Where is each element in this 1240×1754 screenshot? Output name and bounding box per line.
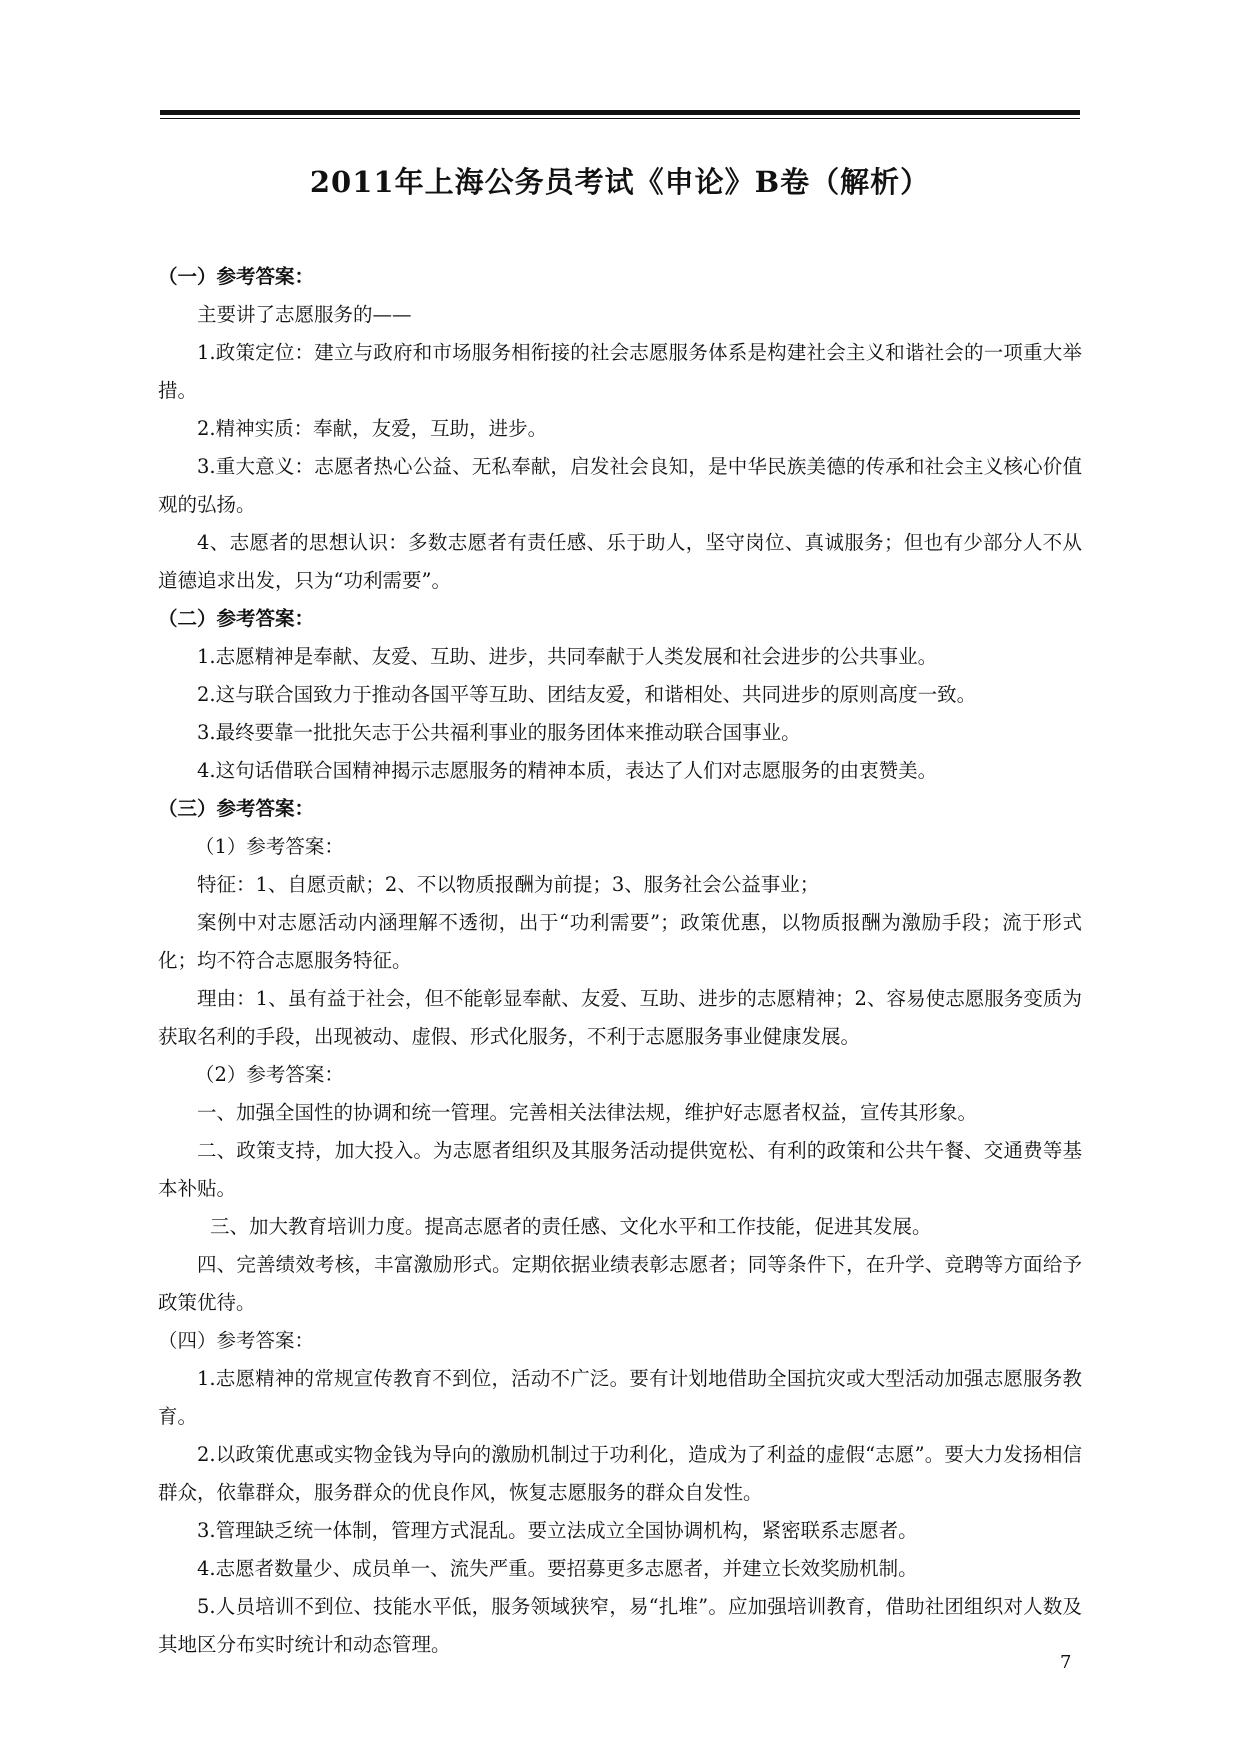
sub-heading: （1）参考答案： (195, 835, 344, 858)
paragraph: 3.最终要靠一批批矢志于公共福利事业的服务团体来推动联合国事业。 (197, 721, 801, 744)
header-rule-thin (160, 118, 1080, 119)
paragraph: 三、加大教育培训力度。提高志愿者的责任感、文化水平和工作技能，促进其发展。 (210, 1215, 932, 1238)
paragraph: 2.精神实质：奉献，友爱，互助，进步。 (197, 417, 548, 440)
paragraph: 特征：1、自愿贡献；2、不以物质报酬为前提；3、服务社会公益事业； (197, 873, 820, 896)
paragraph: 1.政策定位：建立与政府和市场服务相衔接的社会志愿服务体系是构建社会主义和谐社会的一项重大举措。 (158, 341, 1082, 402)
paragraph: 1.志愿精神是奉献、友爱、互助、进步，共同奉献于人类发展和社会进步的公共事业。 (197, 645, 938, 668)
paragraph: 4.这句话借联合国精神揭示志愿服务的精神本质，表达了人们对志愿服务的由衷赞美。 (197, 759, 938, 782)
paragraph: 主要讲了志愿服务的—— (197, 303, 412, 326)
document-body (158, 258, 1082, 1664)
sub-heading: （2）参考答案： (195, 1063, 344, 1086)
paragraph: 案例中对志愿活动内涵理解不透彻，出于“功利需要”；政策优惠，以物质报酬为激励手段；流于形式化；均不符合志愿服务特征。 (158, 911, 1082, 972)
paragraph: 2.以政策优惠或实物金钱为导向的激励机制过于功利化，造成为了利益的虚假“志愿”。要大力发扬相信群众，依靠群众，服务群众的优良作风，恢复志愿服务的群众自发性。 (158, 1443, 1082, 1504)
paragraph: 四、完善绩效考核，丰富激励形式。定期依据业绩表彰志愿者；同等条件下，在升学、竞聘等方面给予政策优待。 (158, 1253, 1082, 1314)
paragraph: 3.重大意义：志愿者热心公益、无私奉献，启发社会良知，是中华民族美德的传承和社会主义核心价值观的弘扬。 (158, 455, 1082, 516)
paragraph: 理由：1、虽有益于社会，但不能彰显奉献、友爱、互助、进步的志愿精神；2、容易使志愿服务变质为获取名利的手段，出现被动、虚假、形式化服务，不利于志愿服务事业健康发展。 (158, 987, 1082, 1048)
header-rule-thick (160, 110, 1080, 115)
section-heading: （一）参考答案： (158, 265, 315, 288)
page-number: 7 (1060, 1652, 1072, 1673)
paragraph: 5.人员培训不到位、技能水平低，服务领域狭窄，易“扎堆”。应加强培训教育，借助社团组织对人数及其地区分布实时统计和动态管理。 (158, 1595, 1082, 1656)
paragraph: 一、加强全国性的协调和统一管理。完善相关法律法规，维护好志愿者权益，宣传其形象。 (197, 1101, 978, 1124)
section-heading: （三）参考答案： (158, 797, 315, 820)
paragraph: 3.管理缺乏统一体制，管理方式混乱。要立法成立全国协调机构，紧密联系志愿者。 (197, 1519, 918, 1542)
paragraph: 二、政策支持，加大投入。为志愿者组织及其服务活动提供宽松、有利的政策和公共午餐、交通费等基本补贴。 (158, 1139, 1082, 1200)
paragraph: 2.这与联合国致力于推动各国平等互助、团结友爱，和谐相处、共同进步的原则高度一致。 (197, 683, 977, 706)
section-heading: （二）参考答案： (158, 607, 315, 630)
paragraph: 4、志愿者的思想认识：多数志愿者有责任感、乐于助人，坚守岗位、真诚服务；但也有少部分人不从道德追求出发，只为“功利需要”。 (158, 531, 1082, 592)
paragraph: 4.志愿者数量少、成员单一、流失严重。要招募更多志愿者，并建立长效奖励机制。 (197, 1557, 918, 1580)
paragraph: 1.志愿精神的常规宣传教育不到位，活动不广泛。要有计划地借助全国抗灾或大型活动加强志愿服务教育。 (158, 1367, 1082, 1428)
page-title: 2011年上海公务员考试《申论》B卷（解析） (309, 165, 931, 199)
section-heading: （四）参考答案： (158, 1329, 315, 1352)
